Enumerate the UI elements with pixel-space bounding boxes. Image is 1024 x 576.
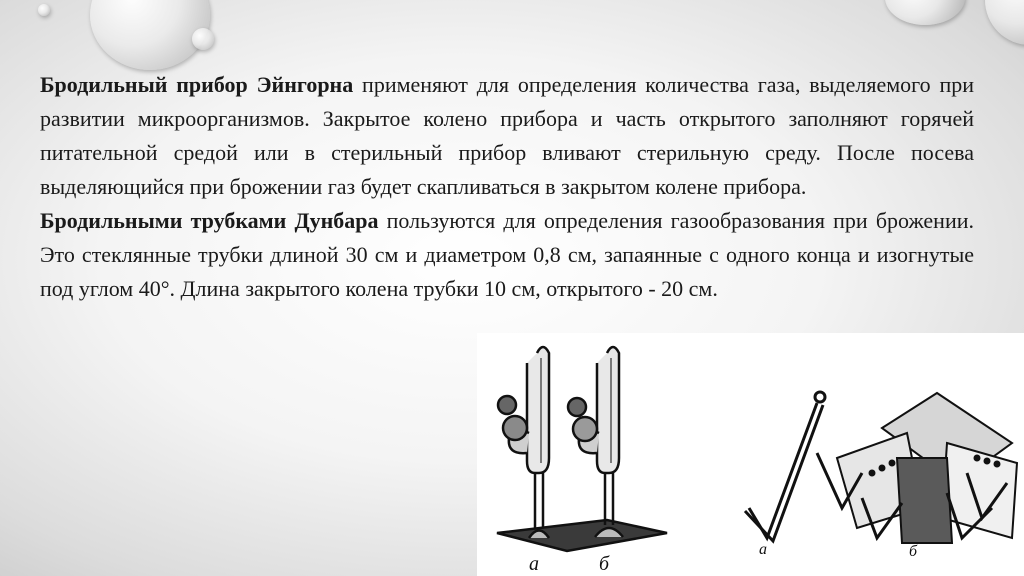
caption-right-b: б [909,543,918,560]
caption-left-a: а [529,553,539,575]
apparatus-illustration [477,333,1024,576]
eingorn-device-b [568,347,623,537]
paragraph-eingorn [40,68,974,204]
decor-bubble-right-large [985,0,1024,45]
fermentation-apparatus-figure [477,333,1024,576]
decor-bubble-small [192,28,214,50]
dunbar-rack-b [817,393,1017,543]
term-eingorn: Бродильный прибор Эйнгорна [40,72,354,97]
term-dunbar: Бродильными трубками Дунбара [40,208,379,233]
caption-left-b: б [599,553,610,575]
paragraph-dunbar [40,204,974,306]
body-text [40,68,974,306]
caption-right-a: а [759,541,767,558]
paragraph-dunbar-text: пользуются для определения газообразования при брожении. Это стеклянные трубки длиной 30 см и диаметром 0,8 см, запаянные с одного конца и изогнутые под углом 40°. Длина закрытого колена трубки 10 см, открытого - 20 см. [40,208,974,301]
paragraph-eingorn-text: применяют для определения количества газа, выделяемого при развитии микроорганизмов. Закрытое колено прибора и часть открытого заполняют горячей питательной средой или в стерильный прибор вливают стерильную среду. После посева выделяющийся при брожении газ будет скапливаться в закрытом колене прибора. [40,72,974,199]
decor-bubble-tiny [38,4,50,16]
decor-bubble-right [885,0,965,25]
dunbar-tube-a [745,392,825,541]
